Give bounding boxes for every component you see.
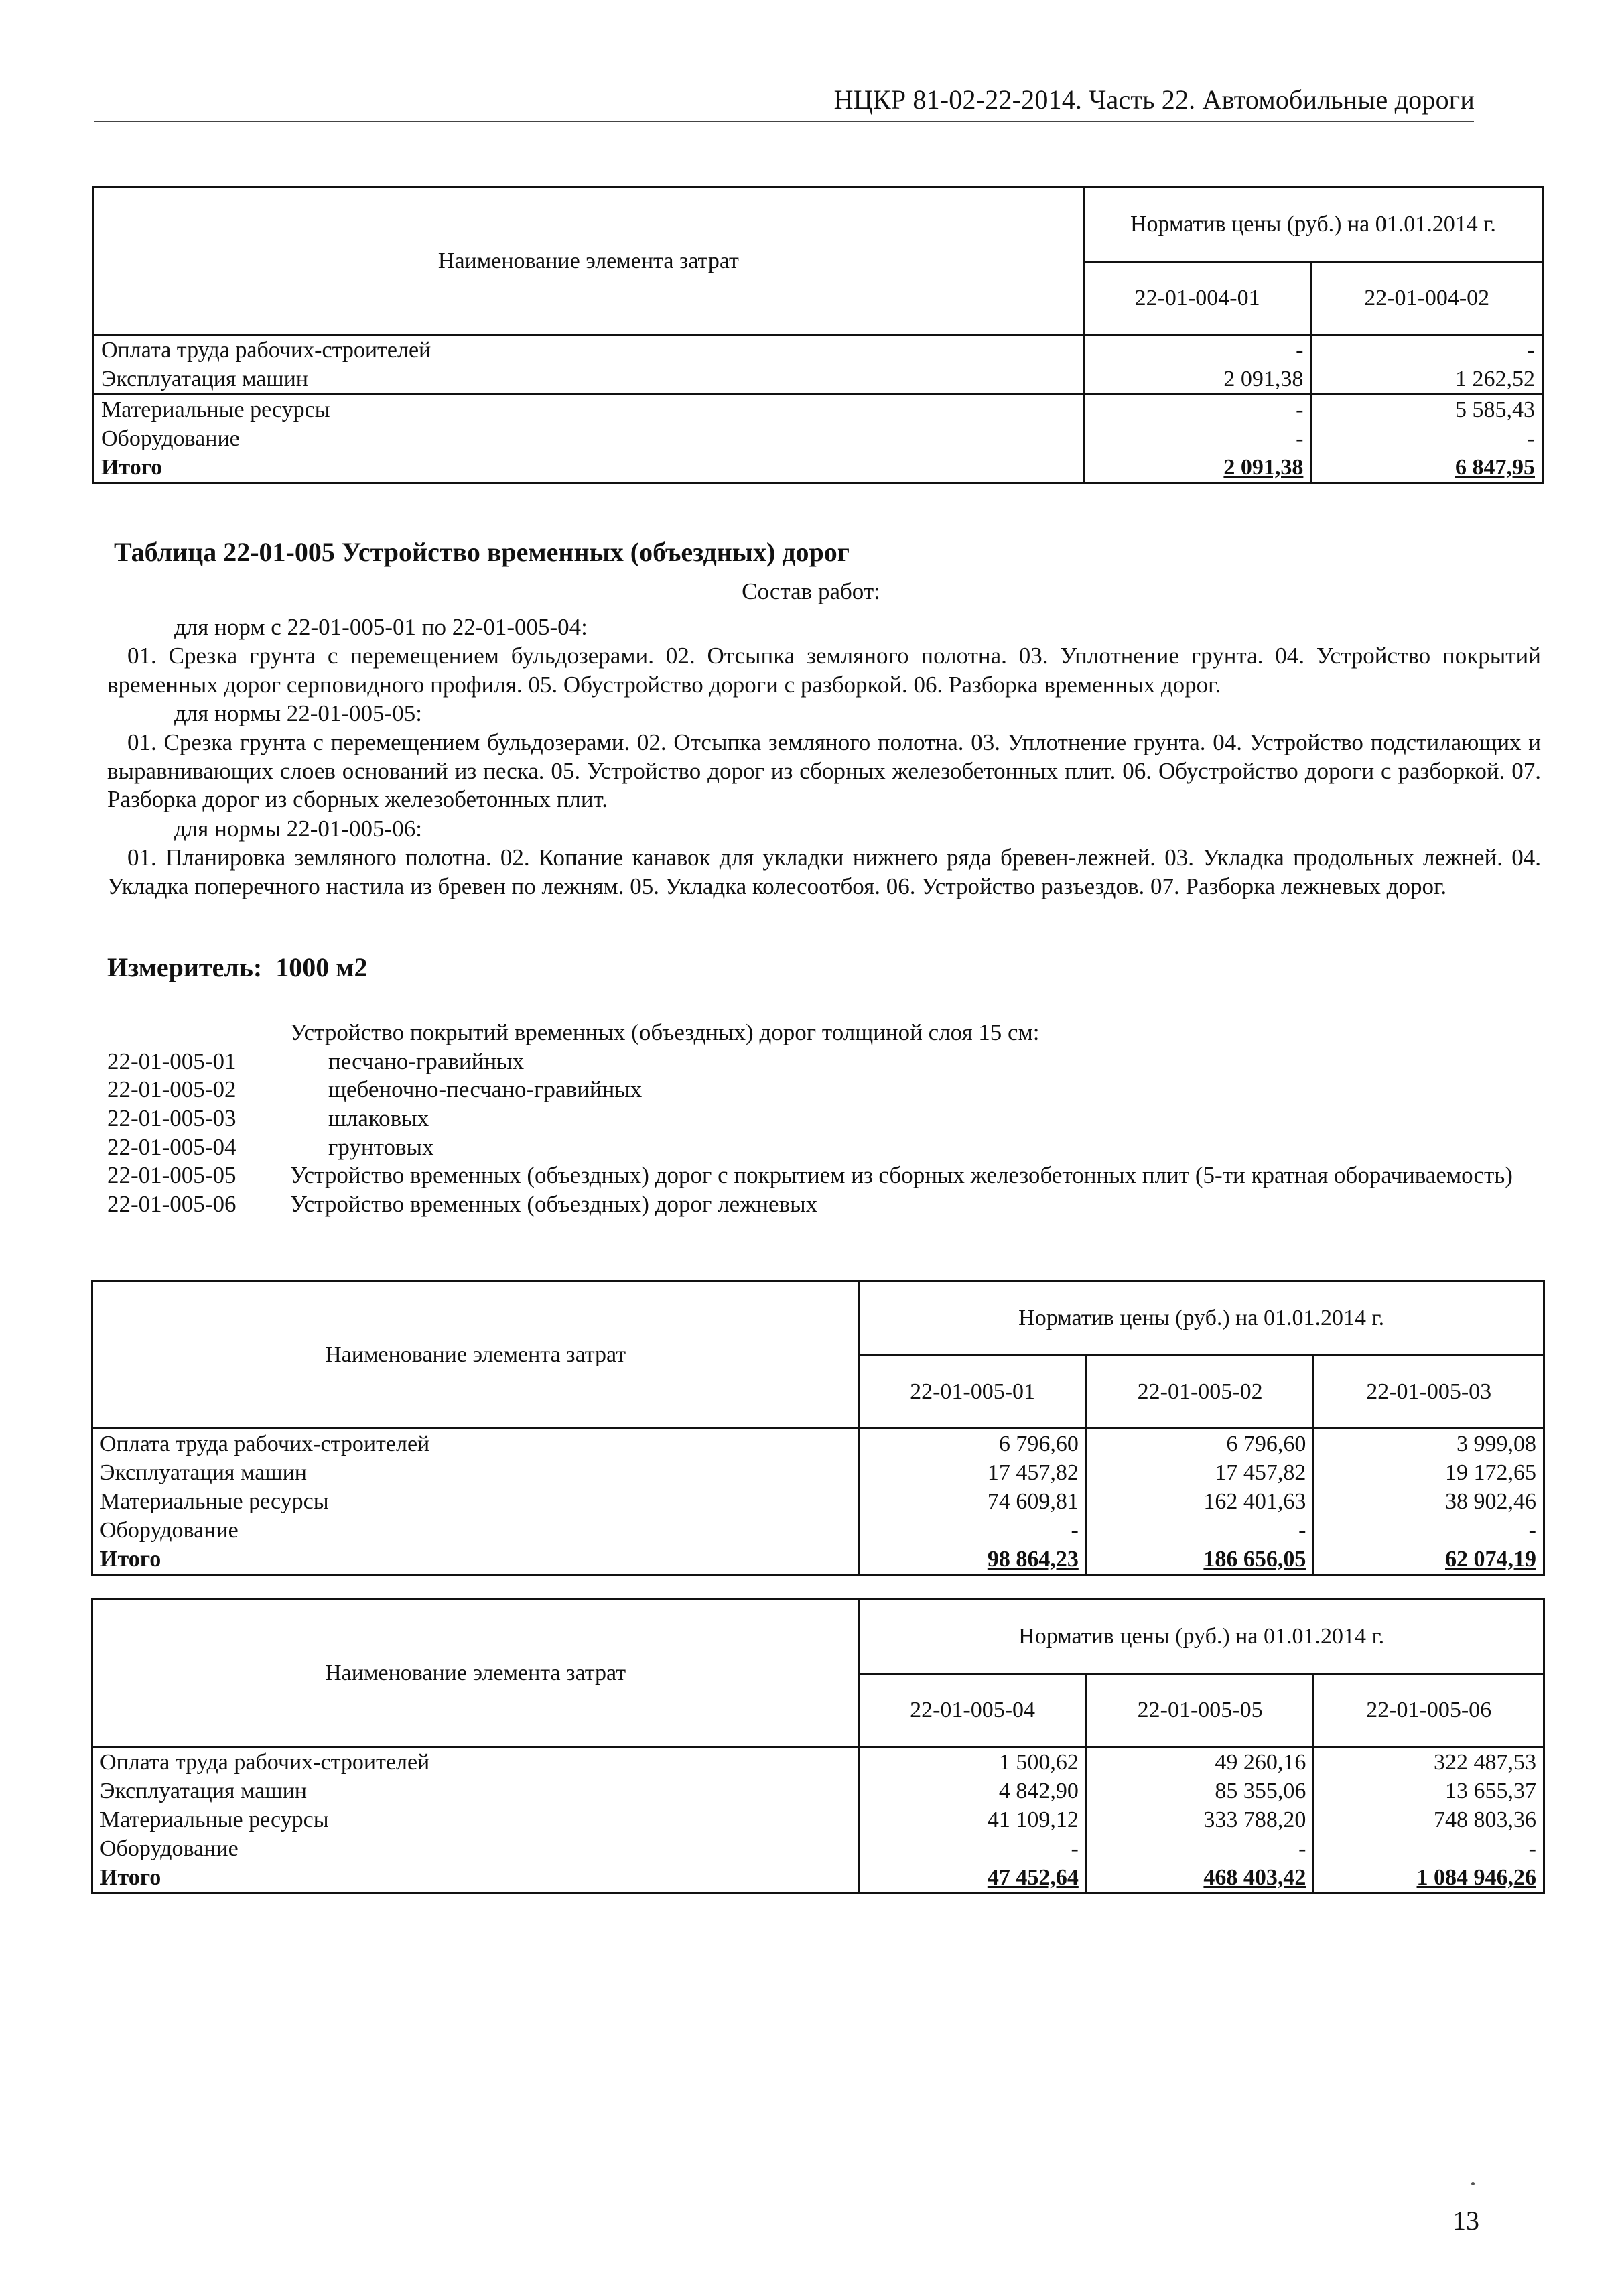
norm-code: 22-01-005-03 <box>107 1105 236 1132</box>
list-item <box>107 1190 1541 1219</box>
row-value: 1 262,52 <box>1311 365 1543 395</box>
row-label: Оборудование <box>94 424 1084 453</box>
row-value: 13 655,37 <box>1314 1777 1544 1805</box>
list-item <box>107 1133 1541 1162</box>
col-header-name: Наименование элемента затрат <box>92 1600 859 1747</box>
row-value: 4 842,90 <box>859 1777 1087 1805</box>
table-row <box>92 1805 1544 1834</box>
row-value: - <box>1083 424 1311 453</box>
measurer-label: Измеритель: <box>107 952 263 982</box>
table-row <box>92 1834 1544 1863</box>
norm-text: щебеночно-песчано-гравийных <box>328 1076 643 1103</box>
table-row <box>94 395 1543 425</box>
norm-text: грунтовых <box>328 1133 434 1160</box>
row-label: Материальные ресурсы <box>92 1805 859 1834</box>
table-row-total <box>92 1545 1544 1575</box>
table-row <box>94 365 1543 395</box>
table-row <box>92 1777 1544 1805</box>
row-value: 186 656,05 <box>1086 1545 1314 1575</box>
page-header: НЦКР 81-02-22-2014. Часть 22. Автомобильные дороги <box>833 84 1475 115</box>
row-value: - <box>859 1834 1087 1863</box>
works-subheading: для нормы 22-01-005-06: <box>174 816 422 842</box>
row-value: 5 585,43 <box>1311 395 1543 425</box>
row-value: 47 452,64 <box>859 1863 1087 1893</box>
table-row <box>92 1516 1544 1545</box>
table-row <box>94 335 1543 365</box>
row-value: 38 902,46 <box>1314 1487 1544 1516</box>
row-label: Оборудование <box>92 1834 859 1863</box>
norm-code: 22-01-005-05 <box>107 1162 236 1189</box>
col-header-code: 22-01-004-02 <box>1311 262 1543 335</box>
col-header-norm: Норматив цены (руб.) на 01.01.2014 г. <box>859 1281 1544 1356</box>
table-row <box>92 1487 1544 1516</box>
col-header-code: 22-01-005-03 <box>1314 1356 1544 1429</box>
row-value: - <box>1083 335 1311 365</box>
norm-code: 22-01-005-04 <box>107 1133 236 1160</box>
row-value: 98 864,23 <box>859 1545 1087 1575</box>
row-value: 748 803,36 <box>1314 1805 1544 1834</box>
col-header-name: Наименование элемента затрат <box>92 1281 859 1429</box>
list-item <box>107 1161 1541 1190</box>
col-header-code: 22-01-004-01 <box>1083 262 1311 335</box>
measurer-value: 1000 м2 <box>275 952 368 982</box>
row-label: Эксплуатация машин <box>92 1777 859 1805</box>
row-value: 17 457,82 <box>1086 1458 1314 1487</box>
norm-text: Устройство временных (объездных) дорог с покрытием из сборных железобетонных плит (5-ти кратная оборачиваемость) <box>290 1162 1513 1189</box>
speck-mark <box>1471 2182 1475 2185</box>
row-value: 6 847,95 <box>1311 453 1543 483</box>
row-label: Оплата труда рабочих-строителей <box>92 1747 859 1777</box>
row-label: Итого <box>92 1863 859 1893</box>
norm-intro: Устройство покрытий временных (объездных) дорог толщиной слоя 15 см: <box>290 1019 1040 1045</box>
row-value: - <box>1311 424 1543 453</box>
page-number: 13 <box>1452 2206 1479 2236</box>
row-value: - <box>1086 1834 1314 1863</box>
row-value: 1 500,62 <box>859 1747 1087 1777</box>
section-title: Таблица 22-01-005 Устройство временных (объездных) дорог <box>114 537 850 567</box>
norm-text: Устройство временных (объездных) дорог лежневых <box>290 1191 818 1218</box>
cost-table-22-01-005-a <box>91 1280 1545 1576</box>
col-header-name: Наименование элемента затрат <box>94 188 1084 335</box>
list-item <box>107 1104 1541 1133</box>
row-value: 19 172,65 <box>1314 1458 1544 1487</box>
row-label: Итого <box>92 1545 859 1575</box>
row-value: 1 084 946,26 <box>1314 1863 1544 1893</box>
norm-code: 22-01-005-06 <box>107 1191 236 1218</box>
header-rule <box>94 121 1474 122</box>
works-paragraph: 01. Срезка грунта с перемещением бульдозерами. 02. Отсыпка земляного полотна. 03. Уплотнение грунта. 04. Устройство покрытий временных дорог серповидного профиля. 05. Обустройство дороги с разборкой. 06. Разборка временных дорог. <box>107 643 1541 698</box>
works-subheading: для норм с 22-01-005-01 по 22-01-005-04: <box>174 614 588 640</box>
norm-code: 22-01-005-02 <box>107 1076 236 1103</box>
row-label: Материальные ресурсы <box>94 395 1084 425</box>
row-value: 17 457,82 <box>859 1458 1087 1487</box>
row-value: 49 260,16 <box>1086 1747 1314 1777</box>
row-label: Материальные ресурсы <box>92 1487 859 1516</box>
row-value: 62 074,19 <box>1314 1545 1544 1575</box>
works-title: Состав работ: <box>742 578 880 604</box>
col-header-norm: Норматив цены (руб.) на 01.01.2014 г. <box>1083 188 1542 262</box>
row-value: - <box>1314 1516 1544 1545</box>
col-header-code: 22-01-005-01 <box>859 1356 1087 1429</box>
cost-table-22-01-005-b <box>91 1598 1545 1894</box>
row-label: Оборудование <box>92 1516 859 1545</box>
row-label: Итого <box>94 453 1084 483</box>
row-value: 2 091,38 <box>1083 365 1311 395</box>
works-paragraph: 01. Срезка грунта с перемещением бульдозерами. 02. Отсыпка земляного полотна. 03. Уплотнение грунта. 04. Устройство подстилающих и выравнивающих слоев оснований из песка. 05. Устройство дорог из сборных железобетонных плит. 06. Обустройство дороги с разборкой. 07. Разборка дорог из сборных железобетонных плит. <box>107 729 1541 813</box>
row-value: 41 109,12 <box>859 1805 1087 1834</box>
list-item <box>107 1019 1541 1047</box>
row-value: 74 609,81 <box>859 1487 1087 1516</box>
row-value: 85 355,06 <box>1086 1777 1314 1805</box>
col-header-code: 22-01-005-02 <box>1086 1356 1314 1429</box>
row-value: 2 091,38 <box>1083 453 1311 483</box>
row-value: 322 487,53 <box>1314 1747 1544 1777</box>
row-value: 6 796,60 <box>859 1429 1087 1459</box>
row-value: - <box>859 1516 1087 1545</box>
works-paragraph: 01. Планировка земляного полотна. 02. Копание канавок для укладки нижнего ряда бревен-лежней. 03. Укладка продольных лежней. 04. Укладка поперечного настила из бревен по лежням. 05. Укладка колесоотбоя. 06. Устройство разъездов. 07. Разборка лежневых дорог. <box>107 844 1541 899</box>
list-item <box>107 1047 1541 1076</box>
row-value: 3 999,08 <box>1314 1429 1544 1459</box>
col-header-norm: Норматив цены (руб.) на 01.01.2014 г. <box>859 1600 1544 1674</box>
table-row <box>92 1747 1544 1777</box>
works-subheading: для нормы 22-01-005-05: <box>174 700 422 726</box>
col-header-code: 22-01-005-05 <box>1086 1674 1314 1747</box>
table-row <box>92 1458 1544 1487</box>
table-row <box>92 1429 1544 1459</box>
norm-list <box>107 1019 1541 1219</box>
table-row-total <box>94 453 1543 483</box>
norm-code: 22-01-005-01 <box>107 1047 236 1074</box>
norm-text: шлаковых <box>328 1105 429 1132</box>
list-item <box>107 1076 1541 1104</box>
row-value: 333 788,20 <box>1086 1805 1314 1834</box>
row-value: - <box>1314 1834 1544 1863</box>
table-row <box>94 424 1543 453</box>
table-row-total <box>92 1863 1544 1893</box>
row-value: 162 401,63 <box>1086 1487 1314 1516</box>
row-value: 468 403,42 <box>1086 1863 1314 1893</box>
row-label: Оплата труда рабочих-строителей <box>94 335 1084 365</box>
row-value: - <box>1083 395 1311 425</box>
row-value: - <box>1086 1516 1314 1545</box>
row-label: Эксплуатация машин <box>92 1458 859 1487</box>
norm-text: песчано-гравийных <box>328 1047 525 1074</box>
cost-table-22-01-004 <box>92 186 1544 484</box>
col-header-code: 22-01-005-06 <box>1314 1674 1544 1747</box>
row-label: Оплата труда рабочих-строителей <box>92 1429 859 1459</box>
col-header-code: 22-01-005-04 <box>859 1674 1087 1747</box>
row-value: 6 796,60 <box>1086 1429 1314 1459</box>
row-label: Эксплуатация машин <box>94 365 1084 395</box>
measurer <box>107 952 367 984</box>
row-value: - <box>1311 335 1543 365</box>
